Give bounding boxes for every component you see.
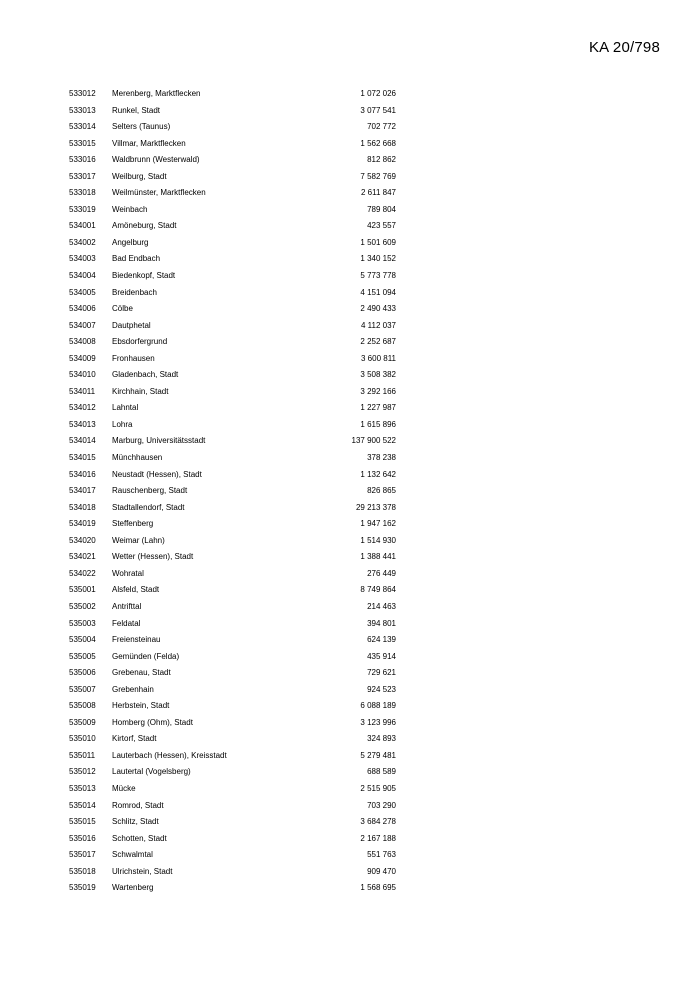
table-row: [0, 533, 700, 550]
municipality-code: 535012: [69, 767, 96, 777]
table-row: [0, 119, 700, 136]
amount-value: 3 508 382: [360, 370, 396, 380]
table-row: [0, 682, 700, 699]
municipality-code: 534019: [69, 519, 96, 529]
table-row: [0, 764, 700, 781]
amount-value: 29 213 378: [355, 502, 396, 512]
amount-value: 624 139: [367, 635, 396, 645]
amount-value: 8 749 864: [360, 585, 396, 595]
municipality-code: 535004: [69, 635, 96, 645]
page-reference: KA 20/798: [588, 39, 660, 56]
table-row: [0, 814, 700, 831]
table-row: [0, 880, 700, 897]
municipality-name: Herbstein, Stadt: [112, 701, 170, 711]
municipality-code: 534012: [69, 403, 96, 413]
municipality-code: 533012: [69, 89, 96, 98]
table-row: [0, 500, 700, 517]
municipality-name: Gemünden (Felda): [112, 651, 180, 661]
municipality-code: 535017: [69, 850, 96, 860]
municipality-name: Grebenau, Stadt: [112, 668, 171, 678]
table-row: [0, 632, 700, 649]
municipality-code: 534010: [69, 370, 96, 380]
municipality-name: Schwalmtal: [112, 850, 153, 860]
table-row: [0, 798, 700, 815]
amount-value: 3 123 996: [360, 717, 396, 727]
table-row: [0, 351, 700, 368]
amount-value: 4 151 094: [360, 287, 396, 297]
municipality-code: 534014: [69, 436, 96, 446]
amount-value: 3 292 166: [360, 386, 396, 396]
municipality-code: 534001: [69, 221, 96, 231]
municipality-code: 535007: [69, 684, 96, 694]
municipality-name: Romrod, Stadt: [112, 800, 164, 810]
table-row: [0, 582, 700, 599]
table-row: [0, 136, 700, 153]
municipality-code: 534021: [69, 552, 96, 562]
municipality-name: Steffenberg: [112, 519, 154, 529]
amount-value: 688 589: [367, 767, 396, 777]
amount-value: 3 600 811: [361, 353, 396, 363]
municipality-code: 535003: [69, 618, 96, 628]
amount-value: 394 801: [367, 618, 396, 628]
municipality-name: Waldbrunn (Westerwald): [112, 155, 200, 165]
municipality-code: 533014: [69, 122, 96, 132]
table-row: [0, 268, 700, 285]
table-row: [0, 831, 700, 848]
municipality-name: Lauterbach (Hessen), Kreisstadt: [112, 750, 227, 760]
table-row: [0, 599, 700, 616]
amount-value: 1 501 609: [360, 237, 396, 247]
table-row: [0, 86, 700, 103]
table-row: [0, 566, 700, 583]
amount-value: 1 340 152: [360, 254, 396, 264]
amount-value: 5 279 481: [360, 750, 396, 760]
table-row: [0, 218, 700, 235]
municipality-name: Homberg (Ohm), Stadt: [112, 717, 193, 727]
municipality-name: Schotten, Stadt: [112, 833, 167, 843]
table-row: [0, 301, 700, 318]
municipality-code: 534017: [69, 486, 96, 496]
amount-value: 3 077 541: [360, 105, 396, 115]
table-row: [0, 698, 700, 715]
municipality-code: 535016: [69, 833, 96, 843]
municipality-code: 535014: [69, 800, 96, 810]
municipality-code: 535013: [69, 783, 96, 793]
table-row: [0, 417, 700, 434]
amount-value: 1 227 987: [360, 403, 396, 413]
municipality-name: Lautertal (Vogelsberg): [112, 767, 191, 777]
amount-value: 4 112 037: [361, 320, 396, 330]
municipality-code: 533013: [69, 105, 96, 115]
amount-value: 435 914: [367, 651, 396, 661]
amount-value: 2 490 433: [360, 304, 396, 314]
amount-value: 276 449: [367, 568, 396, 578]
municipality-name: Alsfeld, Stadt: [112, 585, 160, 595]
municipality-code: 534015: [69, 453, 96, 463]
municipality-code: 535002: [69, 601, 96, 611]
table-row: [0, 185, 700, 202]
amount-value: 702 772: [367, 122, 396, 132]
municipality-code: 533019: [69, 204, 96, 214]
municipality-name: Bad Endbach: [112, 254, 161, 264]
municipality-name: Lahntal: [112, 403, 139, 413]
amount-value: 6 088 189: [360, 701, 396, 711]
municipality-name: Grebenhain: [112, 684, 154, 694]
municipality-code: 535008: [69, 701, 96, 711]
municipality-name: Selters (Taunus): [112, 122, 171, 132]
municipality-code: 534022: [69, 568, 96, 578]
municipality-code: 534009: [69, 353, 96, 363]
amount-value: 1 562 668: [360, 138, 396, 148]
amount-value: 2 167 188: [360, 833, 396, 843]
municipality-code: 535019: [69, 883, 96, 893]
amount-value: 2 611 847: [361, 188, 396, 198]
table-row: [0, 864, 700, 881]
municipality-name: Biedenkopf, Stadt: [112, 271, 176, 281]
municipality-code: 534004: [69, 271, 96, 281]
amount-value: 324 893: [367, 734, 396, 744]
municipality-name: Lohra: [112, 419, 133, 429]
municipality-name: Wetter (Hessen), Stadt: [112, 552, 194, 562]
municipality-name: Dautphetal: [112, 320, 151, 330]
table-row: [0, 152, 700, 169]
municipality-name: Weinbach: [112, 204, 148, 214]
municipality-code: 534008: [69, 337, 96, 347]
municipality-code: 534013: [69, 419, 96, 429]
table-row: [0, 318, 700, 335]
municipality-name: Antrifttal: [112, 601, 142, 611]
amount-value: 812 862: [367, 155, 396, 165]
municipality-name: Fronhausen: [112, 353, 155, 363]
table-row: [0, 202, 700, 219]
municipality-code: 534020: [69, 535, 96, 545]
municipality-name: Rauschenberg, Stadt: [112, 486, 188, 496]
amount-value: 2 252 687: [360, 337, 396, 347]
table-row: [0, 467, 700, 484]
table-row: [0, 715, 700, 732]
table-row: [0, 781, 700, 798]
municipality-name: Weilmünster, Marktflecken: [112, 188, 206, 198]
municipality-name: Wohratal: [112, 568, 144, 578]
municipality-code: 534002: [69, 237, 96, 247]
table-row: [0, 235, 700, 252]
amount-value: 1 388 441: [360, 552, 396, 562]
municipality-code: 535018: [69, 866, 96, 876]
amount-value: 551 763: [367, 850, 396, 860]
municipality-code: 535009: [69, 717, 96, 727]
municipality-code: 534006: [69, 304, 96, 314]
amount-value: 1 947 162: [360, 519, 396, 529]
municipality-code: 533017: [69, 171, 96, 181]
amount-value: 826 865: [367, 486, 396, 496]
amount-value: 214 463: [367, 601, 396, 611]
municipality-name: Mücke: [112, 783, 136, 793]
municipality-name: Kirchhain, Stadt: [112, 386, 169, 396]
table-row: [0, 616, 700, 633]
municipality-name: Merenberg, Marktflecken: [112, 89, 201, 98]
amount-value: 7 582 769: [360, 171, 396, 181]
amount-value: 1 568 695: [360, 883, 396, 893]
amount-value: 1 072 026: [360, 89, 396, 98]
municipality-name: Angelburg: [112, 237, 149, 247]
municipality-code: 533018: [69, 188, 96, 198]
amount-value: 909 470: [367, 866, 396, 876]
municipality-table: [0, 86, 700, 897]
table-row: [0, 549, 700, 566]
municipality-code: 535011: [69, 750, 96, 760]
municipality-name: Wartenberg: [112, 883, 154, 893]
municipality-code: 534011: [69, 386, 96, 396]
municipality-code: 534003: [69, 254, 96, 264]
municipality-name: Weilburg, Stadt: [112, 171, 167, 181]
municipality-code: 534005: [69, 287, 96, 297]
amount-value: 729 621: [367, 668, 396, 678]
municipality-name: Ebsdorfergrund: [112, 337, 168, 347]
amount-value: 423 557: [367, 221, 396, 231]
municipality-code: 533015: [69, 138, 96, 148]
table-row: [0, 665, 700, 682]
amount-value: 378 238: [367, 453, 396, 463]
amount-value: 1 514 930: [360, 535, 396, 545]
municipality-code: 534016: [69, 469, 96, 479]
amount-value: 137 900 522: [351, 436, 396, 446]
amount-value: 3 684 278: [360, 817, 396, 827]
municipality-name: Marburg, Universitätsstadt: [112, 436, 206, 446]
municipality-code: 534018: [69, 502, 96, 512]
municipality-code: 535006: [69, 668, 96, 678]
table-row: [0, 400, 700, 417]
table-row: [0, 731, 700, 748]
municipality-name: Weimar (Lahn): [112, 535, 165, 545]
table-row: [0, 433, 700, 450]
table-row: [0, 450, 700, 467]
municipality-name: Kirtorf, Stadt: [112, 734, 157, 744]
municipality-name: Freiensteinau: [112, 635, 161, 645]
municipality-name: Runkel, Stadt: [112, 105, 161, 115]
municipality-code: 535005: [69, 651, 96, 661]
table-row: [0, 334, 700, 351]
amount-value: 924 523: [367, 684, 396, 694]
municipality-name: Neustadt (Hessen), Stadt: [112, 469, 202, 479]
amount-value: 2 515 905: [360, 783, 396, 793]
municipality-code: 534007: [69, 320, 96, 330]
municipality-code: 535001: [69, 585, 96, 595]
amount-value: 703 290: [367, 800, 396, 810]
municipality-name: Feldatal: [112, 618, 141, 628]
table-row: [0, 169, 700, 186]
table-row: [0, 847, 700, 864]
table-row: [0, 384, 700, 401]
municipality-name: Breidenbach: [112, 287, 157, 297]
municipality-name: Ulrichstein, Stadt: [112, 866, 173, 876]
municipality-name: Amöneburg, Stadt: [112, 221, 177, 231]
amount-value: 5 773 778: [360, 271, 396, 281]
table-row: [0, 285, 700, 302]
municipality-code: 535010: [69, 734, 96, 744]
table-row: [0, 516, 700, 533]
municipality-name: Cölbe: [112, 304, 133, 314]
municipality-name: Stadtallendorf, Stadt: [112, 502, 185, 512]
municipality-code: 533016: [69, 155, 96, 165]
municipality-code: 535015: [69, 817, 96, 827]
amount-value: 789 804: [367, 204, 396, 214]
table-row: [0, 483, 700, 500]
table-row: [0, 649, 700, 666]
municipality-name: Gladenbach, Stadt: [112, 370, 179, 380]
table-row: [0, 103, 700, 120]
table-row: [0, 748, 700, 765]
amount-value: 1 615 896: [360, 419, 396, 429]
table-row: [0, 251, 700, 268]
table-row: [0, 367, 700, 384]
amount-value: 1 132 642: [360, 469, 396, 479]
municipality-name: Münchhausen: [112, 453, 163, 463]
municipality-name: Schlitz, Stadt: [112, 817, 159, 827]
municipality-name: Villmar, Marktflecken: [112, 138, 186, 148]
